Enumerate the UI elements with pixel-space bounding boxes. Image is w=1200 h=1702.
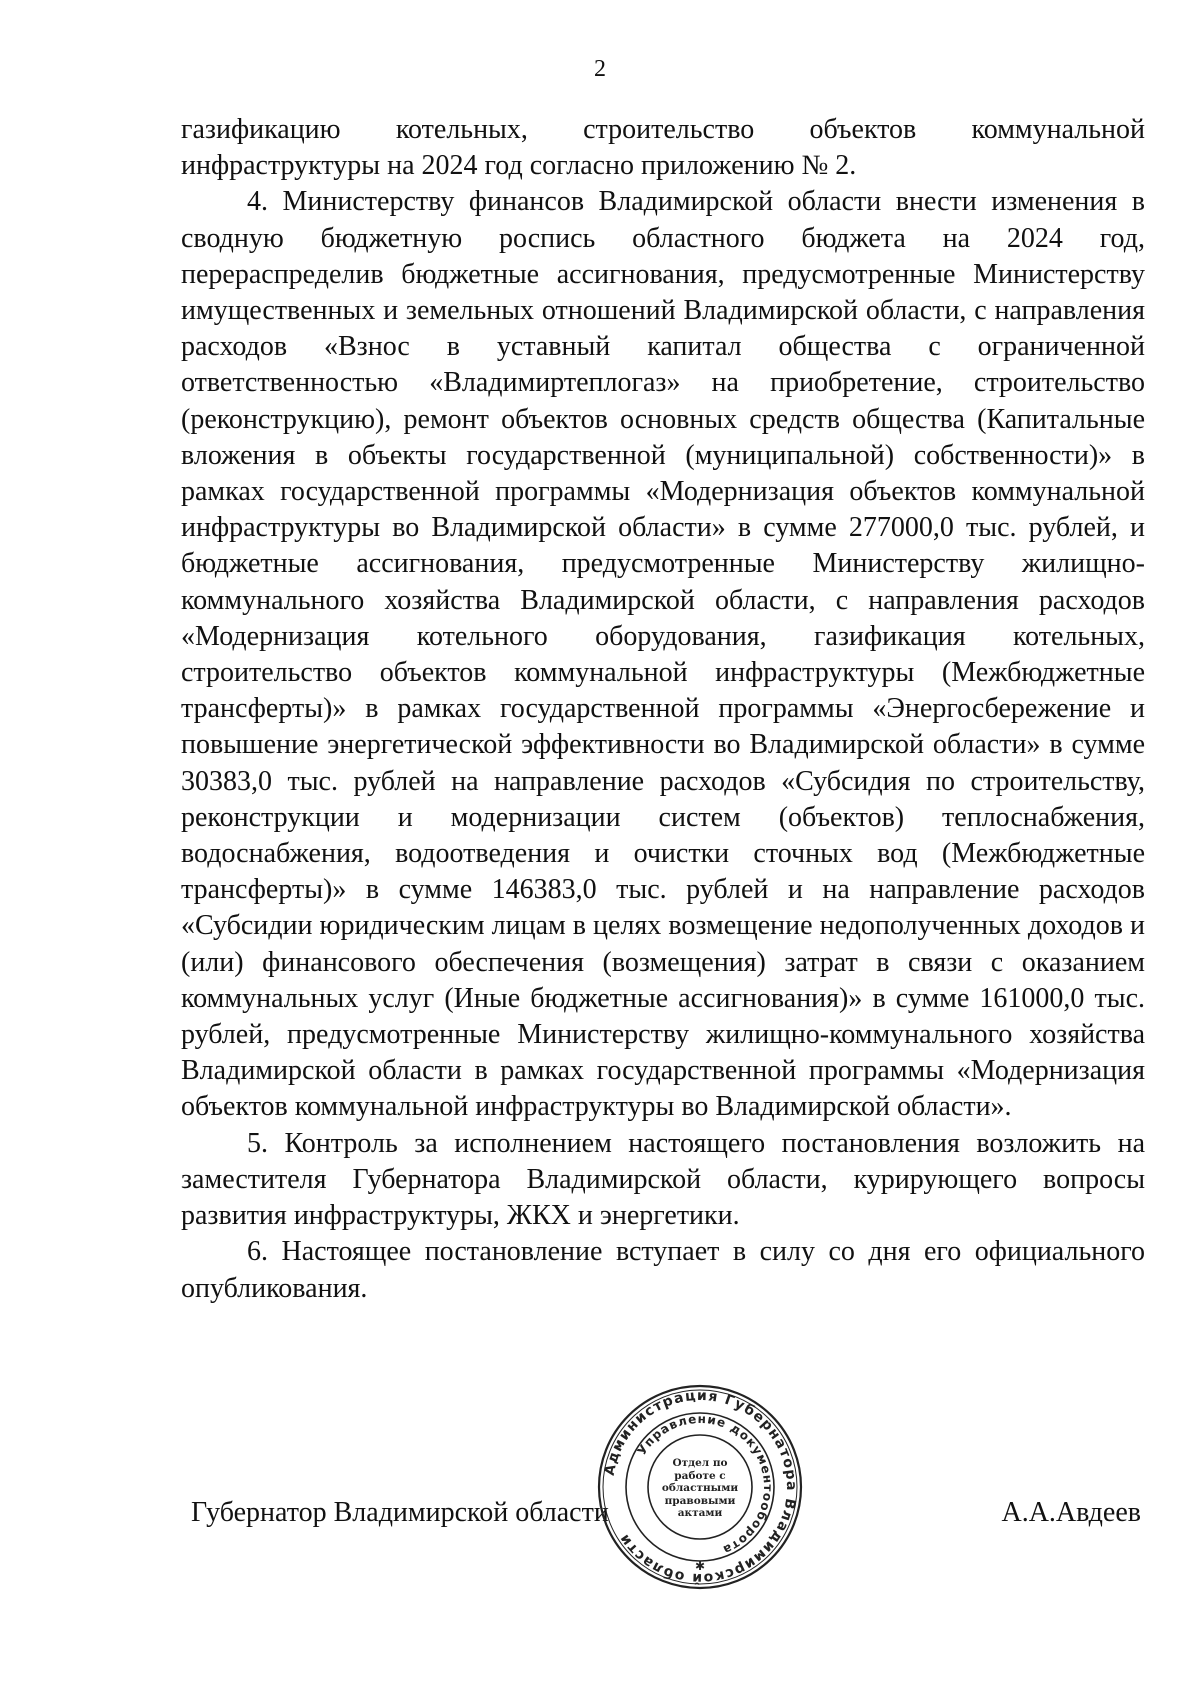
paragraph-continuation: газификацию котельных, строительство объектов коммунальной инфраструктуры на 2024 год согласно приложению № 2.	[181, 114, 1145, 182]
paragraph-item-5: 5. Контроль за исполнением настоящего постановления возложить на заместителя Губернатора Владимирской области, курирующего вопросы развития инфраструктуры, ЖКХ и энергетики.	[181, 1127, 1145, 1232]
paragraph-item-4: 4. Министерству финансов Владимирской области внести изменения в сводную бюджетную роспись областного бюджета на 2024 год, перераспределив бюджетные ассигнования, предусмотренные Министерству имущественных и земельных отношений Владимирской области, с направления расходов «Взнос в уставный капитал общества с ограниченной ответственностью «Владимиртеплогаз» на приобретение, строительство (реконструкцию), ремонт объектов основных средств общества (Капитальные вложения в объекты государственной (муниципальной) собственности)» в рамках государственной программы «Модернизация объектов коммунальной инфраструктуры во Владимирской области» в сумме 277000,0 тыс. рублей, и бюджетные ассигнования, предусмотренные Министерству жилищно-коммунального хозяйства Владимирской области, с направления расходов «Модернизация котельного оборудования, газификация котельных, строительство объектов коммунальной инфраструктуры (Межбюджетные трансферты)» в рамках государственной программы «Энергосбережение и повышение энергетической эффективности во Владимирской области» в сумме 30383,0 тыс. рублей на направление расходов «Субсидия по строительству, реконструкции и модернизации систем (объектов) теплоснабжения, водоснабжения, водоотведения и очистки сточных вод (Межбюджетные трансферты)» в сумме 146383,0 тыс. рублей и на направление расходов «Субсидии юридическим лицам в целях возмещение недополученных доходов и (или) финансового обеспечения (возмещения) затрат в связи с оказанием коммунальных услуг (Иные бюджетные ассигнования)» в сумме 161000,0 тыс. рублей, предусмотренные Министерству жилищно-коммунального хозяйства Владимирской области в рамках государственной программы «Модернизация объектов коммунальной инфраструктуры во Владимирской области».	[181, 186, 1145, 1123]
signatory-name: А.А.Авдеев	[1001, 1497, 1141, 1528]
paragraph-item-6: 6. Настоящее постановление вступает в силу со дня его официального опубликования.	[181, 1236, 1145, 1304]
stamp-inner-text: Управление документооборота	[634, 1411, 776, 1558]
stamp-outer-text: Администрация Губернатора Владимирской области	[601, 1387, 800, 1587]
page-number: 2	[594, 56, 606, 82]
document-body	[181, 112, 1145, 1307]
official-stamp	[596, 1383, 804, 1591]
stamp-seal-graphic	[596, 1383, 804, 1591]
signatory-position: Губернатор Владимирской области	[191, 1497, 609, 1528]
stamp-center-text: Отдел по работе с областными правовыми актами	[661, 1457, 739, 1519]
star-icon: ✱	[694, 1559, 706, 1573]
